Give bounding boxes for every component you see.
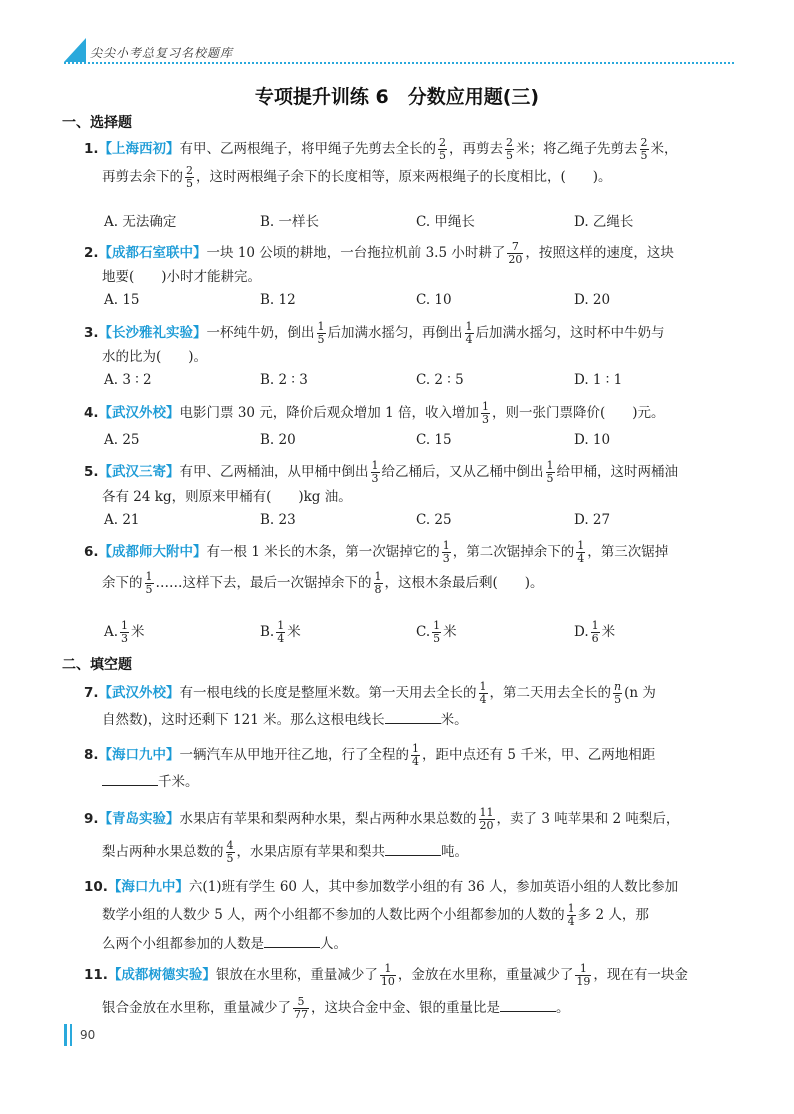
q-number: 2.	[84, 245, 99, 261]
option-a[interactable]: A. 25	[104, 432, 140, 448]
q-text: ……这样下去，最后一次锯掉余下的	[155, 575, 372, 591]
answer-blank[interactable]	[102, 773, 158, 786]
school-tag: 【海口九中】	[98, 747, 180, 763]
q-number: 1.	[84, 141, 99, 157]
q-text: ，第三次锯掉	[587, 544, 669, 560]
q-text: 银放在水里称，重量减少了	[215, 967, 378, 983]
fraction: $\frac{2}{5}$	[186, 164, 193, 190]
q-text: 么两个小组都参加的人数是	[102, 936, 264, 952]
q-text: 多 2 人，那	[577, 907, 649, 923]
fraction: $\frac{2}{5}$	[506, 136, 514, 162]
option-c[interactable]: C. 2 ∶ 5	[416, 372, 464, 388]
q-number: 8.	[84, 747, 99, 763]
q-text: 有甲、乙两桶油，从甲桶中倒出	[179, 464, 369, 480]
question-7	[84, 678, 734, 732]
school-tag: 【武汉外校】	[98, 685, 180, 701]
option-d[interactable]: D. $\frac{1}{6}$ 米	[574, 619, 616, 645]
school-tag: 【武汉三寄】	[98, 464, 180, 480]
q-text: ，现在有一块金	[593, 967, 688, 983]
option-b[interactable]: B. 23	[260, 512, 296, 528]
school-tag: 【长沙雅礼实验】	[98, 325, 207, 341]
q-text: 电影门票 30 元，降价后观众增加 1 倍，收入增加	[179, 405, 479, 421]
q-text: 水的比为( )。	[102, 349, 208, 365]
q-number: 11.	[84, 967, 108, 983]
q-text: 人。	[320, 936, 347, 952]
q-text: 数学小组的人数少 5 人，两个小组都不参加的人数比两个小组都参加的人数的	[102, 907, 565, 923]
option-a[interactable]: A. 无法确定	[104, 214, 177, 230]
q4-options	[104, 432, 724, 450]
q6-options	[104, 620, 724, 648]
answer-blank[interactable]	[385, 843, 441, 856]
question-6	[84, 538, 734, 600]
question-8	[84, 740, 734, 794]
fraction: $\frac{2}{5}$	[640, 136, 648, 162]
school-tag: 【成都石室联中】	[98, 245, 207, 261]
q-text: 水果店有苹果和梨两种水果，梨占两种水果总数的	[179, 811, 477, 827]
q-text: 有一根 1 米长的木条，第一次锯掉它的	[206, 544, 440, 560]
option-c[interactable]: C. $\frac{1}{5}$ 米	[416, 619, 457, 645]
fraction: $\frac{4}{5}$	[226, 839, 234, 865]
fraction: $\frac{1}{19}$	[576, 962, 591, 988]
section-choice: 一、选择题	[62, 115, 132, 131]
page-number: 90	[80, 1028, 96, 1042]
q-text: 米；将乙绳子先剪去	[516, 141, 638, 157]
fraction: $\frac{1}{4}$	[567, 902, 575, 928]
fraction: $\frac{n}{5}$	[614, 680, 622, 706]
school-tag: 【成都树德实验】	[107, 967, 216, 983]
fraction: $\frac{1}{8}$	[374, 570, 382, 596]
option-c[interactable]: C. 10	[416, 292, 452, 308]
header-divider	[64, 62, 734, 64]
option-a[interactable]: A. $\frac{1}{3}$ 米	[104, 619, 145, 645]
fraction: $\frac{1}{10}$	[380, 962, 395, 988]
q-text: ，这块合金中金、银的重量比是	[311, 1000, 500, 1016]
q-text: 有一根电线的长度是整厘米数。第一天用去全长的	[179, 685, 477, 701]
q-number: 3.	[84, 325, 99, 341]
q-text: (n 为	[624, 685, 656, 701]
q-text: 米。	[440, 712, 468, 728]
q-text: 再剪去余下的	[102, 169, 183, 185]
fraction: $\frac{1}{3}$	[481, 400, 489, 426]
section-fill: 二、填空题	[62, 657, 132, 673]
option-c[interactable]: C. 15	[416, 432, 452, 448]
fraction: $\frac{1}{3}$	[371, 459, 379, 485]
q-text: 各有 24 kg，则原来甲桶有( )kg 油。	[102, 489, 352, 505]
answer-blank[interactable]	[264, 935, 320, 948]
option-a[interactable]: A. 15	[104, 292, 140, 308]
q1-options	[104, 210, 724, 228]
fraction: $\frac{1}{4}$	[412, 742, 420, 768]
question-10	[84, 876, 734, 956]
q-text: 一块 10 公顷的耕地，一台拖拉机前 3.5 小时耕了	[206, 245, 506, 261]
option-d[interactable]: D. 27	[574, 512, 611, 528]
fraction: $\frac{1}{4}$	[479, 680, 487, 706]
option-d[interactable]: D. 1 ∶ 1	[574, 372, 623, 388]
fraction: $\frac{11}{20}$	[479, 806, 494, 832]
q-text: 银合金放在水里称，重量减少了	[102, 1000, 291, 1016]
q-number: 5.	[84, 464, 99, 480]
school-tag: 【上海西初】	[98, 141, 180, 157]
question-4	[84, 400, 734, 426]
school-tag: 【武汉外校】	[98, 405, 180, 421]
option-c[interactable]: C. 25	[416, 512, 452, 528]
series-title: 尖尖小考总复习名校题库	[90, 46, 234, 60]
q-number: 10.	[84, 879, 108, 895]
q3-options	[104, 372, 724, 390]
fraction: $\frac{1}{5}$	[145, 570, 153, 596]
option-d[interactable]: D. 乙绳长	[574, 214, 634, 230]
question-3	[84, 320, 734, 368]
question-2	[84, 240, 734, 288]
fraction: $\frac{2}{5}$	[439, 136, 447, 162]
q-text: 。	[556, 1000, 570, 1016]
fraction: $\frac{1}{4}$	[577, 539, 585, 565]
q-text: ，金放在水里称，重量减少了	[397, 967, 574, 983]
option-b[interactable]: B. $\frac{1}{4}$ 米	[260, 619, 301, 645]
option-a[interactable]: A. 21	[104, 512, 140, 528]
q-text: 后加满水摇匀，这时杯中牛奶与	[475, 325, 665, 341]
fraction: $\frac{1}{3}$	[442, 539, 450, 565]
q-text: ，这时两根绳子余下的长度相等，原来两根绳子的长度相比，( )。	[196, 169, 612, 185]
question-11	[84, 960, 734, 1026]
q-text: 给乙桶后，又从乙桶中倒出	[381, 464, 544, 480]
q-text: 给甲桶，这时两桶油	[556, 464, 679, 480]
answer-blank[interactable]	[385, 711, 441, 724]
q-text: 地要( )小时才能耕完。	[102, 269, 262, 285]
question-9	[84, 804, 734, 870]
fraction: $\frac{1}{4}$	[465, 320, 473, 346]
q-number: 6.	[84, 544, 99, 560]
option-a[interactable]: A. 3 ∶ 2	[104, 372, 152, 388]
fraction: $\frac{7}{20}$	[508, 240, 523, 266]
footer-bar	[70, 1024, 72, 1046]
school-tag: 【成都师大附中】	[98, 544, 207, 560]
fraction: $\frac{1}{5}$	[546, 459, 554, 485]
q-text: ，距中点还有 5 千米，甲、乙两地相距	[422, 747, 656, 763]
q-text: ，按照这样的速度，这块	[525, 245, 674, 261]
option-d[interactable]: D. 20	[574, 292, 611, 308]
q-number: 4.	[84, 405, 99, 421]
q-text: 吨。	[441, 844, 468, 860]
q-text: ，则一张门票降价( )元。	[491, 405, 665, 421]
q-text: 自然数)，这时还剩下 121 米。那么这根电线长	[102, 712, 385, 728]
q-text: 六(1)班有学生 60 人，其中参加数学小组的有 36 人，参加英语小组的人数比参加	[188, 879, 679, 895]
school-tag: 【青岛实验】	[98, 811, 180, 827]
option-b[interactable]: B. 12	[260, 292, 296, 308]
option-b[interactable]: B. 20	[260, 432, 296, 448]
fraction: $\frac{5}{77}$	[294, 995, 308, 1021]
q-text: 有甲、乙两根绳子，将甲绳子先剪去全长的	[179, 141, 437, 157]
q-number: 7.	[84, 685, 99, 701]
question-5	[84, 458, 734, 508]
page-header	[0, 0, 794, 70]
footer-bar	[64, 1024, 67, 1046]
q5-options	[104, 512, 724, 530]
header-triangle-icon	[64, 38, 86, 62]
q-text: 梨占两种水果总数的	[102, 844, 224, 860]
q-text: 一杯纯牛奶，倒出	[206, 325, 315, 341]
q-text: ，再剪去	[449, 141, 504, 157]
option-b[interactable]: B. 一样长	[260, 214, 320, 230]
q-text: ，第二天用去全长的	[489, 685, 612, 701]
q-text: ，第二次锯掉余下的	[452, 544, 575, 560]
q-text: 后加满水摇匀，再倒出	[327, 325, 463, 341]
option-b[interactable]: B. 2 ∶ 3	[260, 372, 308, 388]
q-text: 一辆汽车从甲地开往乙地，行了全程的	[179, 747, 410, 763]
option-d[interactable]: D. 10	[574, 432, 611, 448]
page-title: 专项提升训练 6 分数应用题(三)	[254, 86, 540, 108]
answer-blank[interactable]	[500, 999, 556, 1012]
school-tag: 【海口九中】	[107, 879, 189, 895]
q2-options	[104, 292, 724, 310]
q-number: 9.	[84, 811, 99, 827]
q-text: 米，	[650, 141, 678, 157]
q-text: ，水果店原有苹果和梨共	[236, 844, 385, 860]
q-text: 余下的	[102, 575, 143, 591]
fraction: $\frac{1}{5}$	[317, 320, 325, 346]
q-text: ，这根木条最后剩( )。	[384, 575, 544, 591]
q-text: ，卖了 3 吨苹果和 2 吨梨后，	[496, 811, 680, 827]
q-text: 千米。	[158, 774, 199, 790]
question-1	[84, 136, 734, 192]
option-c[interactable]: C. 甲绳长	[416, 214, 475, 230]
